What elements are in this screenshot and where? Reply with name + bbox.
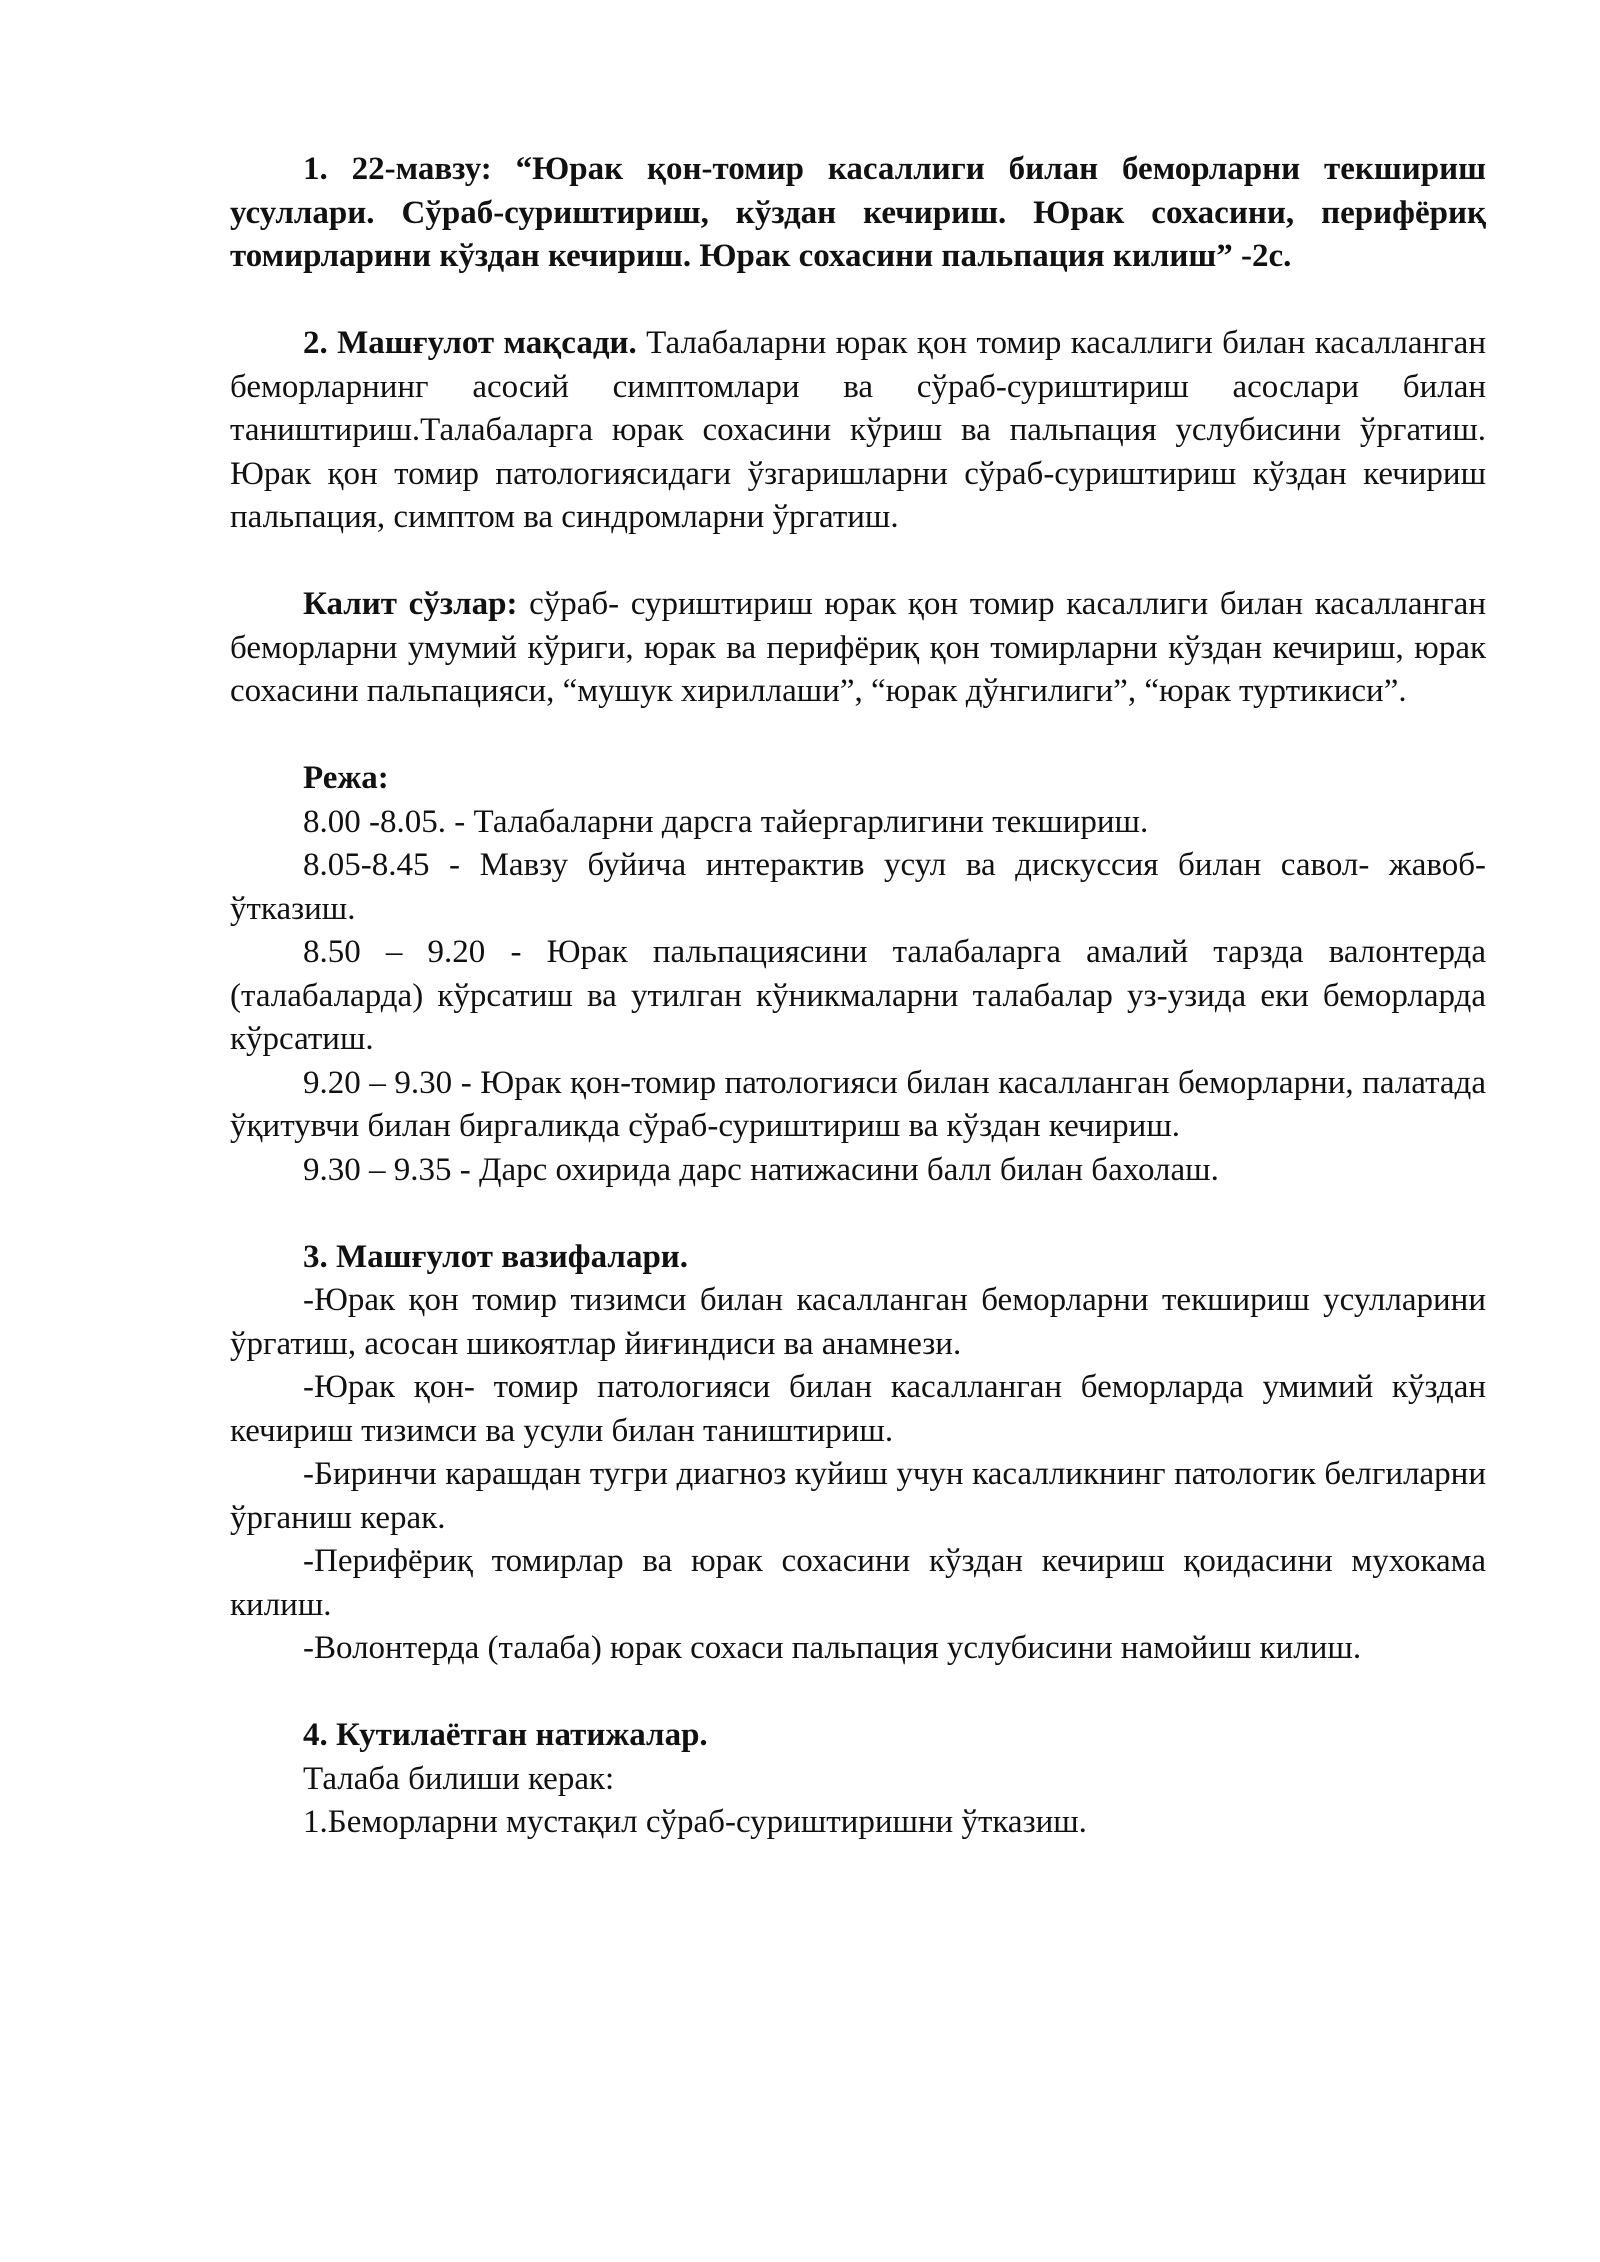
spacer xyxy=(230,540,1486,584)
keywords-heading: Калит сўзлар: xyxy=(303,586,518,622)
goal-heading: 2. Машғулот мақсади. xyxy=(303,325,637,361)
spacer xyxy=(230,279,1486,323)
goal-paragraph xyxy=(230,322,1486,540)
spacer xyxy=(230,714,1486,758)
spacer xyxy=(230,1192,1486,1236)
results-subheading: Талаба билиши керак: xyxy=(303,1760,615,1797)
tasks-heading: 3. Машғулот вазифалари. xyxy=(303,1238,689,1275)
task-item: -Биринчи карашдан тугри диагноз куйиш учун касалликнинг патологик белгиларни ўрганиш керак. xyxy=(230,1456,1486,1536)
keywords-text: сўраб- суриштириш юрак қон томир касаллиги билан касалланган беморларни умумий кўриги, юрак ва перифёриқ қон томирларни кўздан кечириш, юрак сохасини пальпацияси, “мушук хириллаши”, “юрак дўнгилиги”, “юрак туртикиси”. xyxy=(230,586,1486,709)
keywords-paragraph xyxy=(230,583,1486,714)
results-heading: 4. Кутилаётган натижалар. xyxy=(303,1717,708,1753)
task-item: -Перифёриқ томирлар ва юрак сохасини кўздан кечириш қоидасини мухокама килиш. xyxy=(230,1543,1486,1623)
result-item: 1.Беморларни мустақил сўраб-суриштиришни ўтказиш. xyxy=(303,1804,1087,1840)
topic-heading: 1. 22-мавзу: “Юрак қон-томир касаллиги билан беморларни текшириш усуллари. Сўраб-суриштириш, кўздан кечириш. Юрак сохасини, перифёриқ томирларини кўздан кечириш. Юрак сохасини пальпация килиш” -2с. xyxy=(230,151,1486,274)
spacer xyxy=(230,1671,1486,1715)
plan-item: 9.20 – 9.30 - Юрак қон-томир патологияси билан касалланган беморларни, палатада ўқитувчи билан биргаликда сўраб-суриштириш ва кўздан кечириш. xyxy=(230,1064,1486,1144)
goal-text: Талабаларни юрак қон томир касаллиги билан касалланган беморларнинг асосий симптомлари ва сўраб-суриштириш асослари билан таништириш.Талабаларга юрак сохасини кўриш ва пальпация услубисини ўргатиш. Юрак қон томир патологиясидаги ўзгаришларни сўраб-суриштириш кўздан кечириш пальпация, симптом ва синдромларни ўргатиш. xyxy=(230,325,1486,535)
plan-item: 8.50 – 9.20 - Юрак пальпациясини талабаларга амалий тарзда валонтерда (талабаларда) кўрсатиш ва утилган кўникмаларни талабалар уз-узида еки беморларда кўрсатиш. xyxy=(230,934,1486,1057)
task-item: -Юрак қон- томир патологияси билан касалланган беморларда умимий кўздан кечириш тизимси ва усули билан таништириш. xyxy=(230,1369,1486,1449)
document-page xyxy=(230,148,1486,1845)
plan-heading: Режа: xyxy=(303,760,389,796)
plan-item: 8.05-8.45 - Мавзу буйича интерактив усул ва дискуссия билан савол- жавоб- ўтказиш. xyxy=(230,847,1486,927)
task-item: -Юрак қон томир тизимси билан касалланган беморларни текшириш усулларини ўргатиш, асосан шикоятлар йиғиндиси ва анамнези. xyxy=(230,1282,1486,1362)
task-item: -Волонтерда (талаба) юрак сохаси пальпация услубисини намойиш килиш. xyxy=(303,1630,1362,1666)
plan-item: 8.00 -8.05. - Талабаларни дарсга тайергарлигини текшириш. xyxy=(303,803,1149,840)
plan-item: 9.30 – 9.35 - Дарс охирида дарс натижасини балл билан бахолаш. xyxy=(303,1151,1219,1188)
